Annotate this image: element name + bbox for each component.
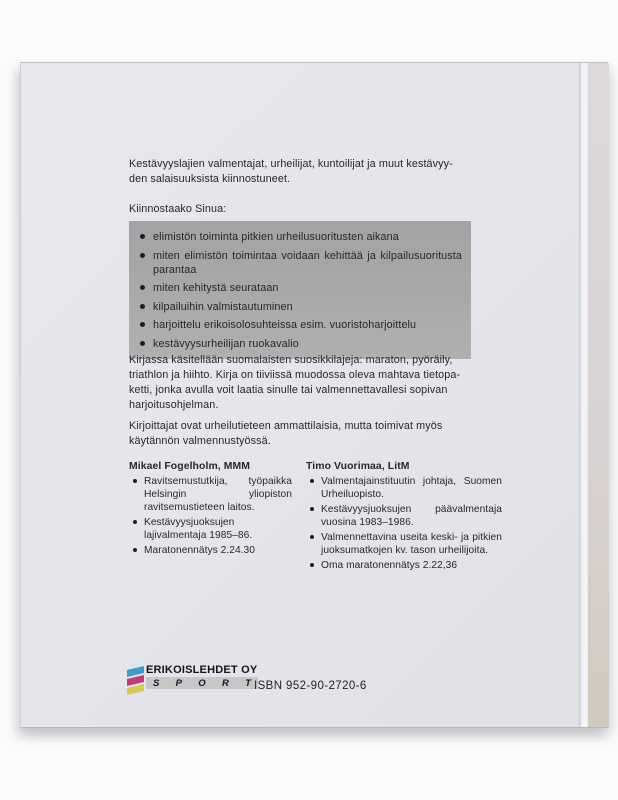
sport-letter: P	[175, 677, 182, 689]
author-bullet-text: Ravitsemustutkija, työpaikka Helsingin yliopiston ravitsemustieteen laitos.	[144, 476, 292, 513]
text-line: Kestävyyslajien valmentajat, urheilijat, kuntoilijat ja muut kestävyy-	[129, 158, 453, 170]
bullet-icon	[140, 285, 145, 290]
author-bullet-list	[306, 475, 516, 572]
bullet-icon	[133, 520, 137, 524]
sport-letter: R	[221, 677, 229, 689]
topic-text: elimistön toiminta pitkien urheilusuoritusten aikana	[153, 231, 399, 243]
publisher-name: ERIKOISLEHDET OY	[146, 664, 258, 676]
author-name: Timo Vuorimaa, LitM	[306, 461, 410, 472]
description-paragraph	[129, 353, 460, 413]
publisher-stripes-icon	[127, 666, 144, 694]
author-bullet-item	[129, 475, 306, 514]
spine-fold	[587, 63, 609, 727]
author-bullet-item	[129, 516, 306, 542]
stripe-yellow	[127, 684, 144, 694]
author-bullet-item	[129, 544, 306, 557]
text-line: Kirjoittajat ovat urheilutieteen ammattilaisia, mutta toimivat myös	[129, 420, 443, 432]
publisher-logo	[127, 664, 258, 693]
topic-item	[139, 230, 462, 244]
topic-item	[139, 337, 462, 351]
bullet-icon	[310, 479, 314, 483]
topic-text: miten elimistön toimintaa voidaan kehittää ja kilpailusuoritusta parantaa	[153, 249, 462, 276]
author-bullet-text: Valmentajainstituutin johtaja, Suomen Urheiluopisto.	[321, 476, 502, 500]
bullet-icon	[140, 234, 145, 239]
bullet-icon	[140, 304, 145, 309]
text-line: Kirjassa käsitellään suomalaisten suosikkilajeja: maraton, pyöräily,	[129, 354, 453, 366]
bullet-icon	[310, 563, 314, 567]
text-line: harjoitusohjelman.	[129, 399, 219, 411]
author-name: Mikael Fogelholm, MMM	[129, 461, 251, 472]
sport-letter: T	[245, 677, 251, 689]
spine-hinge	[579, 63, 587, 727]
question-heading: Kiinnostaako Sinua:	[129, 203, 227, 215]
isbn: ISBN 952-90-2720-6	[254, 680, 367, 692]
author-column	[306, 461, 516, 574]
author-bullet-text: Valmennettavina useita keski- ja pitkien juoksumatkojen kv. tason urheilijoita.	[321, 532, 502, 556]
sport-letter: S	[153, 677, 160, 689]
authors-section	[129, 461, 516, 574]
author-bullet-item	[306, 475, 516, 501]
bullet-icon	[140, 341, 145, 346]
book-back-cover	[20, 62, 608, 728]
text-line: käytännön valmennustyössä.	[129, 435, 271, 447]
authors-note-paragraph	[129, 419, 442, 449]
author-bullet-text: Kestävyysjuoksujen päävalmentaja vuosina 1983–1986.	[321, 504, 502, 528]
author-bullet-item	[306, 503, 516, 529]
topic-item	[139, 300, 462, 314]
audience-paragraph	[129, 157, 453, 187]
bullet-icon	[133, 548, 137, 552]
topic-text: miten kehitystä seurataan	[153, 282, 279, 294]
author-bullet-text: Oma maratonennätys 2.22,36	[321, 560, 458, 571]
sport-letter: O	[198, 677, 206, 689]
publisher-text	[146, 664, 258, 693]
text-line: triathlon ja hiihto. Kirja on tiiviissä muodossa oleva mahtava tietopa-	[129, 369, 461, 381]
author-bullet-item	[306, 531, 516, 557]
author-bullet-text: Maratonennätys 2.24.30	[144, 545, 255, 556]
author-column	[129, 461, 306, 574]
topic-text: kilpailuihin valmistautuminen	[153, 300, 293, 313]
author-bullet-text: Kestävyysjuoksujen lajivalmentaja 1985–86.	[144, 517, 253, 541]
topic-item	[139, 318, 462, 332]
sport-wordmark	[146, 677, 258, 689]
topic-text: harjoittelu erikoisolosuhteissa esim. vuoristoharjoittelu	[153, 319, 417, 331]
bullet-icon	[310, 535, 314, 539]
bullet-icon	[140, 322, 145, 327]
topic-item	[139, 281, 462, 295]
author-bullet-list	[129, 475, 306, 557]
topic-item	[139, 249, 462, 277]
bullet-icon	[140, 253, 145, 258]
bullet-icon	[133, 479, 137, 483]
bullet-icon	[310, 507, 314, 511]
topic-text: kestävyysurheilijan ruokavalio	[153, 337, 299, 350]
author-bullet-item	[306, 559, 516, 572]
text-line: ketti, jonka avulla voit laatia sinulle tai valmennettavallesi sopivan	[129, 384, 448, 396]
text-line: den salaisuuksista kiinnostuneet.	[129, 173, 291, 185]
topics-box	[129, 221, 471, 359]
